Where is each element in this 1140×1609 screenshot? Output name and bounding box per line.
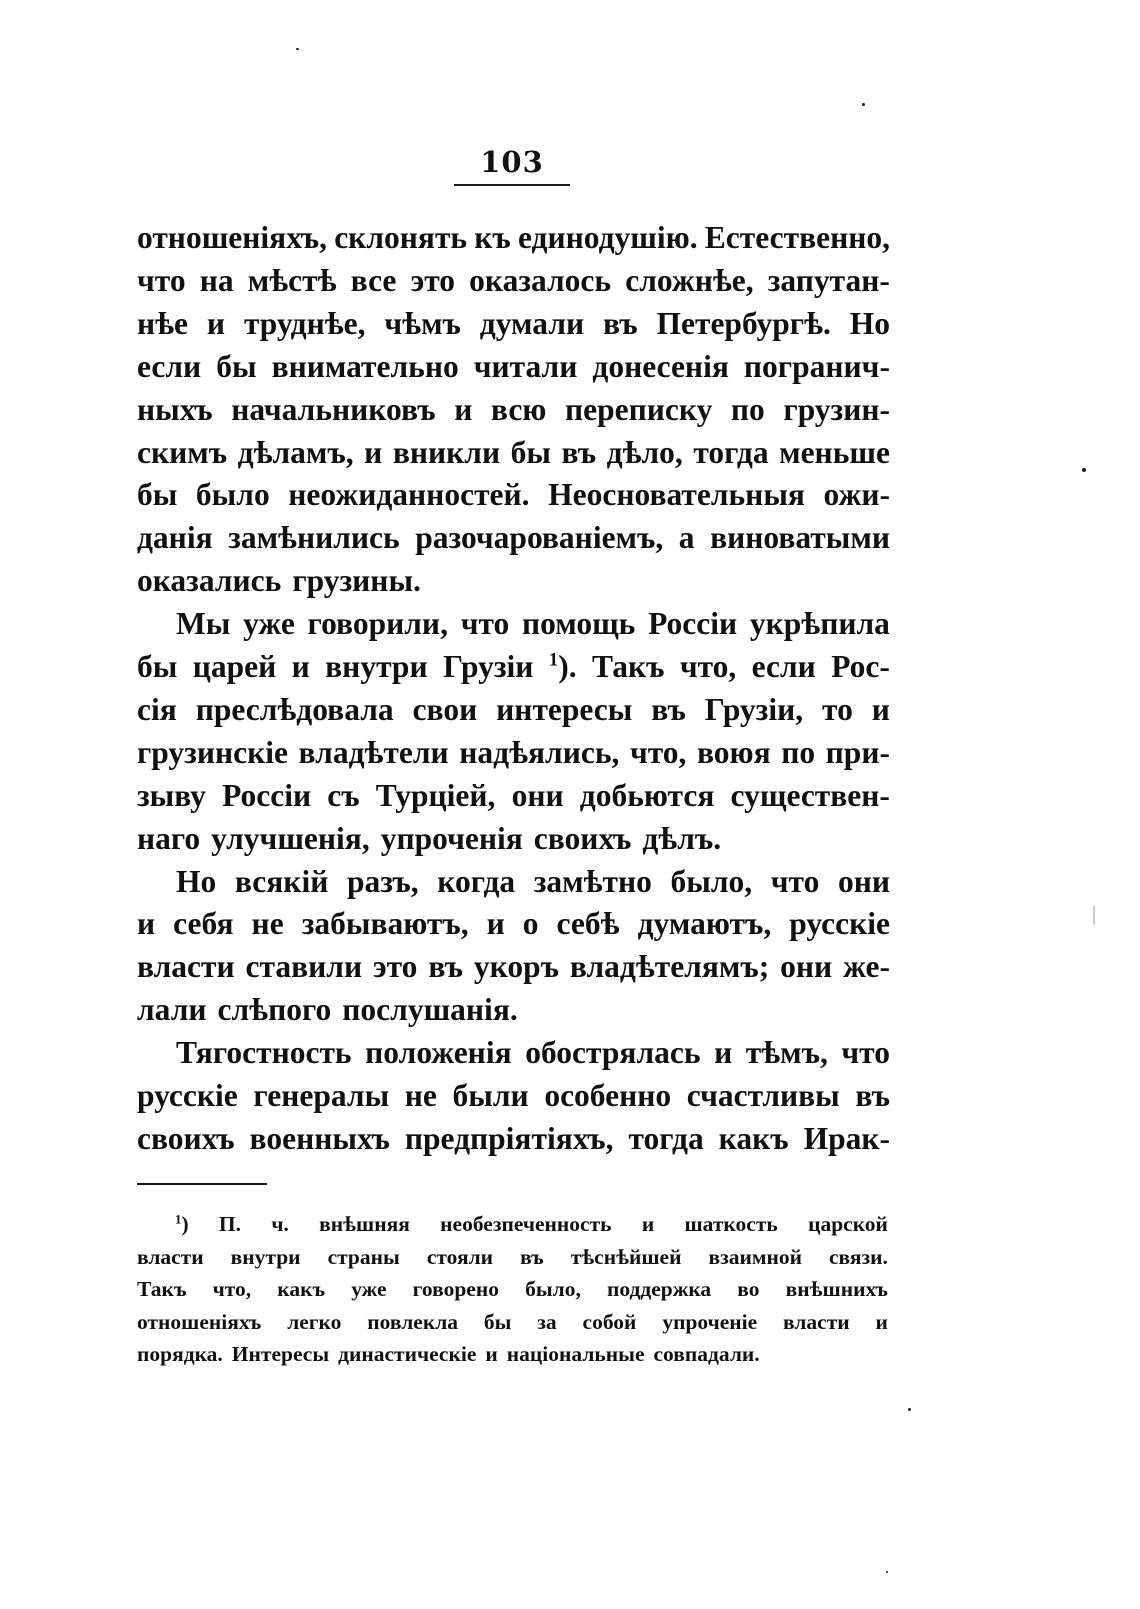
word: они bbox=[837, 863, 890, 899]
word: что bbox=[460, 606, 510, 642]
word: не bbox=[404, 1078, 437, 1113]
word: П. bbox=[218, 1212, 242, 1236]
word: и bbox=[714, 1035, 733, 1071]
footnote-mark: 1 bbox=[548, 649, 559, 671]
text-line bbox=[137, 516, 890, 560]
word: царей bbox=[192, 649, 277, 684]
word: если bbox=[137, 348, 202, 384]
word: владѣтели bbox=[298, 734, 449, 770]
scan-speck bbox=[908, 1408, 911, 1411]
word: добьются bbox=[579, 777, 715, 813]
word: и bbox=[454, 391, 473, 427]
footnote-mark: 1 bbox=[175, 1212, 182, 1227]
word: на bbox=[199, 262, 234, 298]
text-line bbox=[137, 731, 890, 775]
word: тогда bbox=[693, 434, 769, 470]
scan-speck bbox=[296, 48, 299, 50]
word: бы bbox=[137, 477, 178, 513]
word: уже bbox=[351, 1277, 387, 1301]
word: грузинскіе bbox=[137, 734, 288, 770]
text-line bbox=[137, 945, 890, 989]
word: внутри bbox=[230, 1244, 301, 1269]
word: внутри bbox=[325, 649, 428, 684]
word: грузин- bbox=[783, 391, 890, 427]
word: и bbox=[641, 1212, 655, 1236]
word: укрѣпила bbox=[749, 606, 890, 642]
word: себѣ bbox=[556, 906, 620, 942]
word: свои bbox=[412, 691, 478, 727]
word: и bbox=[485, 1342, 498, 1366]
word: въ bbox=[561, 434, 597, 470]
word: ныхъ bbox=[137, 391, 213, 427]
word: съ bbox=[327, 777, 360, 813]
word: въ bbox=[520, 1244, 544, 1269]
word: Мы bbox=[176, 606, 231, 642]
word: замѣнились bbox=[228, 520, 400, 556]
word: это bbox=[373, 949, 418, 985]
word: оказались bbox=[137, 563, 282, 599]
word: Петербургѣ. bbox=[656, 305, 831, 341]
word: власти bbox=[137, 1244, 204, 1269]
word: что bbox=[137, 262, 186, 298]
word: въ bbox=[603, 305, 638, 341]
word: что bbox=[770, 863, 820, 899]
word: и bbox=[486, 906, 505, 942]
word: о bbox=[522, 906, 539, 942]
word: бы bbox=[216, 348, 257, 384]
word: было bbox=[195, 477, 270, 513]
word: за bbox=[537, 1309, 557, 1334]
word: Грузіи bbox=[442, 649, 534, 684]
footnote-line bbox=[175, 1208, 888, 1240]
word: тогда bbox=[628, 1120, 704, 1156]
word: скимъ bbox=[137, 434, 228, 470]
word: Но bbox=[176, 863, 217, 899]
word: грузины. bbox=[292, 563, 421, 599]
word: всю bbox=[490, 391, 547, 427]
word: а bbox=[678, 520, 695, 556]
word: единодушію. bbox=[517, 220, 698, 255]
scan-speck bbox=[1093, 905, 1095, 925]
word: Но bbox=[849, 305, 890, 341]
word: предпріятіяхъ, bbox=[404, 1120, 614, 1156]
word: внимательно bbox=[271, 348, 459, 384]
word: ставили bbox=[245, 949, 363, 985]
word: какъ bbox=[718, 1120, 789, 1156]
word: повлекла bbox=[367, 1309, 459, 1334]
word: преслѣдовала bbox=[195, 691, 394, 727]
word: по bbox=[730, 391, 765, 427]
word: забываютъ, bbox=[301, 906, 469, 942]
word: слѣпого bbox=[217, 992, 332, 1028]
word: генералы bbox=[253, 1078, 390, 1113]
word: Такъ bbox=[591, 649, 665, 684]
word: читали bbox=[473, 348, 578, 384]
word: упроченія bbox=[380, 820, 523, 856]
word: взаимной bbox=[708, 1244, 803, 1269]
word: и bbox=[871, 691, 890, 727]
word: и bbox=[291, 649, 310, 684]
word: русскіе bbox=[137, 1078, 238, 1113]
word: надѣялись, bbox=[459, 734, 620, 770]
text-line bbox=[137, 988, 890, 1032]
word: были bbox=[452, 1078, 529, 1113]
word: отношеніяхъ bbox=[137, 1309, 262, 1334]
word: интересы bbox=[496, 691, 633, 727]
word: $^1$) bbox=[175, 1212, 189, 1236]
word: по bbox=[781, 734, 816, 770]
scan-speck bbox=[1082, 468, 1086, 472]
text-line bbox=[137, 259, 890, 303]
word: Грузіи, bbox=[704, 691, 804, 727]
word: они bbox=[780, 949, 833, 985]
text-line bbox=[137, 216, 890, 260]
word: погранич- bbox=[743, 348, 890, 384]
text-line bbox=[137, 902, 890, 946]
word: отношеніяхъ, bbox=[137, 220, 328, 255]
word: въ bbox=[651, 691, 686, 727]
word: Тягостность bbox=[176, 1035, 352, 1071]
text-line bbox=[137, 645, 890, 689]
word: зыву bbox=[137, 777, 206, 813]
word: царской bbox=[808, 1212, 888, 1236]
word: думали bbox=[479, 305, 585, 341]
word: владѣтелямъ; bbox=[569, 949, 770, 985]
word: необезпеченность bbox=[440, 1212, 612, 1236]
word: уже bbox=[243, 606, 295, 642]
word: разочарованіемъ, bbox=[415, 520, 664, 556]
word: обострялась bbox=[525, 1035, 701, 1071]
word: легко bbox=[287, 1309, 342, 1334]
word: какъ bbox=[277, 1277, 326, 1301]
word: Рос- bbox=[831, 649, 890, 684]
word: нѣе bbox=[137, 305, 189, 341]
word: всякій bbox=[234, 863, 329, 899]
word: счастливы bbox=[686, 1078, 840, 1113]
word: помощь bbox=[522, 606, 636, 642]
word: ожи- bbox=[823, 477, 890, 513]
word: положенія bbox=[365, 1035, 512, 1071]
word: порядка. bbox=[137, 1342, 223, 1366]
word: было, bbox=[525, 1277, 581, 1301]
text-line bbox=[137, 388, 890, 432]
word: существен- bbox=[730, 777, 890, 813]
word: не bbox=[251, 906, 284, 942]
word: что, bbox=[679, 649, 737, 684]
word: въ bbox=[428, 949, 463, 985]
word: и bbox=[206, 305, 226, 341]
word: наго bbox=[137, 820, 201, 856]
word: дѣло, bbox=[606, 434, 683, 470]
word: совпадали. bbox=[653, 1342, 760, 1366]
word: особенно bbox=[544, 1078, 672, 1113]
word: замѣтно bbox=[533, 863, 652, 899]
word: лали bbox=[137, 992, 207, 1028]
word: вникли bbox=[392, 434, 501, 470]
text-line bbox=[137, 817, 890, 861]
word: разъ, bbox=[346, 863, 419, 899]
word: шаткость bbox=[684, 1212, 778, 1236]
word: думаютъ, bbox=[637, 906, 772, 942]
word: своихъ bbox=[137, 1120, 235, 1156]
word: собой bbox=[582, 1309, 637, 1334]
word: данія bbox=[137, 520, 213, 556]
text-line bbox=[137, 431, 890, 475]
word: и bbox=[364, 434, 383, 470]
word: военныхъ bbox=[249, 1120, 390, 1156]
word: переписку bbox=[564, 391, 713, 427]
text-line bbox=[137, 473, 890, 517]
word: донесенія bbox=[592, 348, 729, 384]
word: Турціей, bbox=[375, 777, 496, 813]
word: бы bbox=[510, 434, 552, 470]
word: Россіи bbox=[648, 606, 738, 642]
text-line bbox=[137, 345, 890, 389]
word: внѣшнихъ bbox=[785, 1277, 888, 1301]
word: упроченіе bbox=[662, 1309, 758, 1334]
word: то bbox=[822, 691, 853, 727]
word: неожиданностей. bbox=[288, 477, 530, 513]
word: тѣмъ, bbox=[745, 1035, 828, 1071]
word: сложнѣе, bbox=[625, 262, 754, 298]
word: Неосновательныя bbox=[548, 477, 805, 513]
word: меньше bbox=[779, 434, 890, 470]
word: и bbox=[875, 1309, 888, 1334]
text-line bbox=[176, 1031, 890, 1075]
word: что, bbox=[629, 734, 687, 770]
word: бы bbox=[137, 649, 178, 684]
word: поддержка bbox=[606, 1277, 712, 1301]
page-number: 103 bbox=[454, 140, 570, 186]
word: склонять bbox=[334, 220, 468, 255]
word: страны bbox=[327, 1244, 400, 1269]
word: власти bbox=[783, 1309, 850, 1334]
word: оказалось bbox=[469, 262, 612, 298]
footnote-line bbox=[137, 1306, 888, 1338]
word: что bbox=[841, 1035, 890, 1071]
word: послушанія. bbox=[342, 992, 518, 1028]
word: начальниковъ bbox=[231, 391, 436, 427]
word: говорили, bbox=[307, 606, 448, 642]
word: связи. bbox=[829, 1244, 888, 1269]
word: это bbox=[410, 262, 455, 298]
text-line bbox=[137, 774, 890, 818]
footnote-line bbox=[137, 1338, 888, 1370]
scan-speck bbox=[886, 1571, 888, 1573]
word: Ирак- bbox=[803, 1120, 890, 1156]
text-line bbox=[137, 1074, 890, 1118]
word: $^1$). bbox=[548, 649, 577, 684]
word: Россіи bbox=[222, 777, 312, 813]
word: мѣстѣ bbox=[247, 262, 337, 298]
text-line bbox=[137, 559, 890, 603]
word: національные bbox=[506, 1342, 645, 1366]
word: Такъ bbox=[137, 1277, 187, 1301]
word: чѣмъ bbox=[384, 305, 461, 341]
word: улучшенія, bbox=[211, 820, 370, 856]
word: сія bbox=[137, 691, 177, 727]
word: себя bbox=[173, 906, 234, 942]
word: дѣламъ, bbox=[237, 434, 354, 470]
word: что, bbox=[212, 1277, 252, 1301]
word: династическіе bbox=[338, 1342, 477, 1366]
word: внѣшняя bbox=[319, 1212, 410, 1236]
scan-speck bbox=[862, 103, 865, 106]
word: Естественно, bbox=[704, 220, 890, 255]
word: говорено bbox=[412, 1277, 499, 1301]
footnote-line bbox=[137, 1241, 888, 1273]
text-line bbox=[137, 302, 890, 346]
word: бы bbox=[483, 1309, 512, 1334]
word: было, bbox=[670, 863, 753, 899]
word: и bbox=[137, 906, 156, 942]
word: стояли bbox=[426, 1244, 494, 1269]
word: къ bbox=[474, 220, 511, 255]
word: въ bbox=[855, 1078, 890, 1113]
word: при- bbox=[825, 734, 890, 770]
word: власти bbox=[137, 949, 235, 985]
word: своихъ bbox=[533, 820, 632, 856]
word: же- bbox=[843, 949, 890, 985]
text-line bbox=[137, 1117, 890, 1161]
word: тѣснѣйшей bbox=[570, 1244, 682, 1269]
footnote-line bbox=[137, 1273, 888, 1305]
word: Интересы bbox=[231, 1342, 330, 1366]
footnote-separator bbox=[137, 1183, 267, 1185]
word: труднѣе, bbox=[243, 305, 366, 341]
word: ч. bbox=[271, 1212, 289, 1236]
word: запутан- bbox=[767, 262, 890, 298]
word: когда bbox=[437, 863, 516, 899]
text-line bbox=[176, 602, 890, 646]
word: дѣлъ. bbox=[642, 820, 722, 856]
word: воюя bbox=[696, 734, 771, 770]
word: они bbox=[511, 777, 564, 813]
word: виноватыми bbox=[710, 520, 890, 556]
text-line bbox=[137, 688, 890, 732]
word: укоръ bbox=[473, 949, 559, 985]
word: если bbox=[751, 649, 816, 684]
word: все bbox=[350, 262, 397, 298]
word: во bbox=[737, 1277, 760, 1301]
text-line bbox=[176, 860, 890, 904]
word: русскіе bbox=[789, 906, 890, 942]
